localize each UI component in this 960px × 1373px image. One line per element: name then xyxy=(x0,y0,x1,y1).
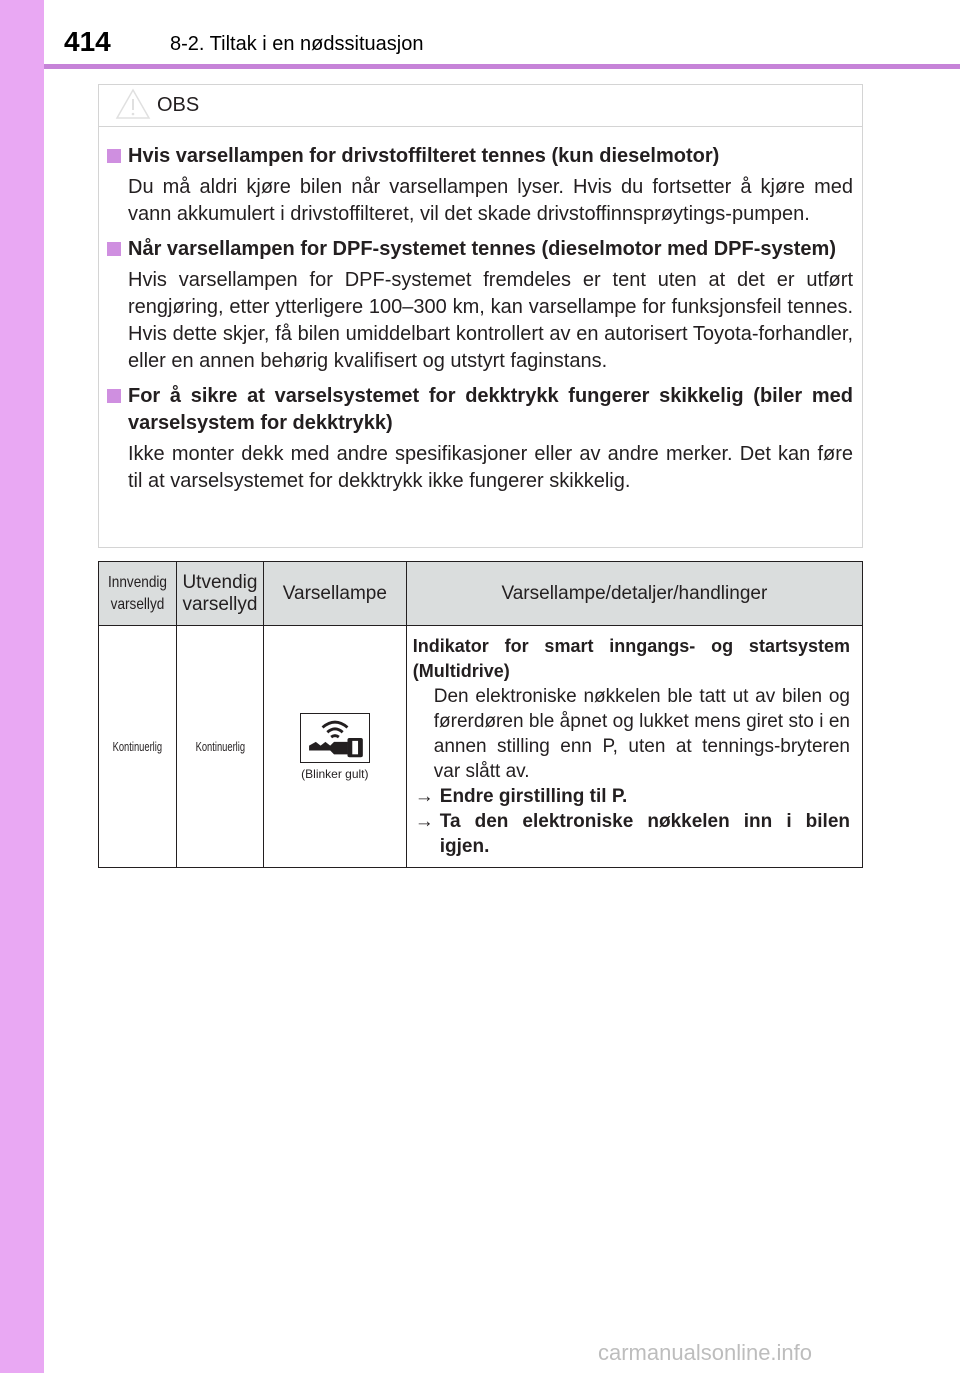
lamp-wrap xyxy=(264,713,406,781)
square-bullet-icon xyxy=(107,389,121,403)
cell-lamp xyxy=(263,626,406,868)
obs-item-heading xyxy=(107,236,853,263)
page-number: 414 xyxy=(64,26,111,57)
obs-item-text: Hvis varsellampen for DPF-systemet fremdeles er tent uten at det er utført rengjøring, etter ytterligere 100–300 km, kan varsellampe for funksjonsfeil tennes. Hvis dette skjer, få bilen umiddelbart kontrollert av en autorisert Toyota-forhandler, eller en annen behørig kvalifisert og utstyrt faginstans. xyxy=(128,269,853,372)
obs-item-heading-text: For å sikre at varselsystemet for dekktrykk fungerer skikkelig (biler med varselsystem for dekktrykk) xyxy=(128,385,853,434)
obs-item-text: Ikke monter dekk med andre spesifikasjoner eller av andre merker. Det kan føre til at varselsystemet for dekktrykk ikke fungerer skikkelig. xyxy=(128,443,853,492)
obs-label: OBS xyxy=(157,94,200,116)
arrow-icon: → xyxy=(414,811,434,832)
header-inner-sound xyxy=(99,562,177,626)
obs-item xyxy=(107,383,853,495)
obs-item xyxy=(107,236,853,375)
square-bullet-icon xyxy=(107,242,121,256)
watermark: carmanualsonline.info xyxy=(598,1340,813,1365)
section-title: 8-2. Tiltak i en nødssituasjon xyxy=(170,33,424,55)
detail-title: Indikator for smart inngangs- og startsystem (Multidrive) xyxy=(412,636,850,681)
obs-item-heading xyxy=(107,143,853,170)
warning-table xyxy=(98,561,863,868)
arrow-icon: → xyxy=(414,786,434,807)
square-bullet-icon xyxy=(107,149,121,163)
header-rule xyxy=(44,64,960,69)
cell-details xyxy=(406,626,862,868)
detail-text: Den elektroniske nøkkelen ble tatt ut av bilen og førerdøren ble åpnet og lukket mens giret sto i en annen stilling enn P, uten at tennings-bryteren var slått av. xyxy=(433,686,850,782)
obs-item-text: Du må aldri kjøre bilen når varsellampen lyser. Hvis du fortsetter å kjøre med vann akkumulert i drivstoffilteret, vil det skade drivstoffinnsprøytings-pumpen. xyxy=(128,176,853,225)
lamp-caption: (Blinker gult) xyxy=(301,766,369,781)
warning-triangle-icon xyxy=(115,88,151,120)
obs-body xyxy=(99,127,862,495)
action-item xyxy=(413,784,850,809)
action-item xyxy=(413,809,850,859)
action-text: Ta den elektroniske nøkkelen inn i bilen igjen. xyxy=(439,811,850,857)
header-lamp: Varsellampe xyxy=(263,562,406,626)
smart-key-icon xyxy=(300,713,370,763)
obs-header xyxy=(99,85,862,127)
obs-item-heading-text: Når varsellampen for DPF-systemet tennes (dieselmotor med DPF-system) xyxy=(128,238,836,260)
action-text: Endre girstilling til P. xyxy=(439,786,628,807)
cell-inner-sound xyxy=(99,626,177,868)
header-outer-sound: Utvendig varsellyd xyxy=(176,562,263,626)
obs-item xyxy=(107,143,853,228)
side-color-strip xyxy=(0,0,44,1373)
cell-outer-sound xyxy=(176,626,263,868)
table-row xyxy=(99,626,863,868)
cell-inner-sound-text: Kontinuerlig xyxy=(112,738,163,754)
cell-outer-sound-text: Kontinuerlig xyxy=(195,738,245,754)
obs-item-heading-text: Hvis varsellampen for drivstoffilteret tennes (kun dieselmotor) xyxy=(128,145,720,167)
obs-notice-box xyxy=(98,84,863,548)
obs-item-heading xyxy=(107,383,853,437)
table-header-row xyxy=(99,562,863,626)
header-inner-sound-text: Innvendig varsellyd xyxy=(107,573,167,613)
header-details: Varsellampe/detaljer/handlinger xyxy=(406,562,862,626)
